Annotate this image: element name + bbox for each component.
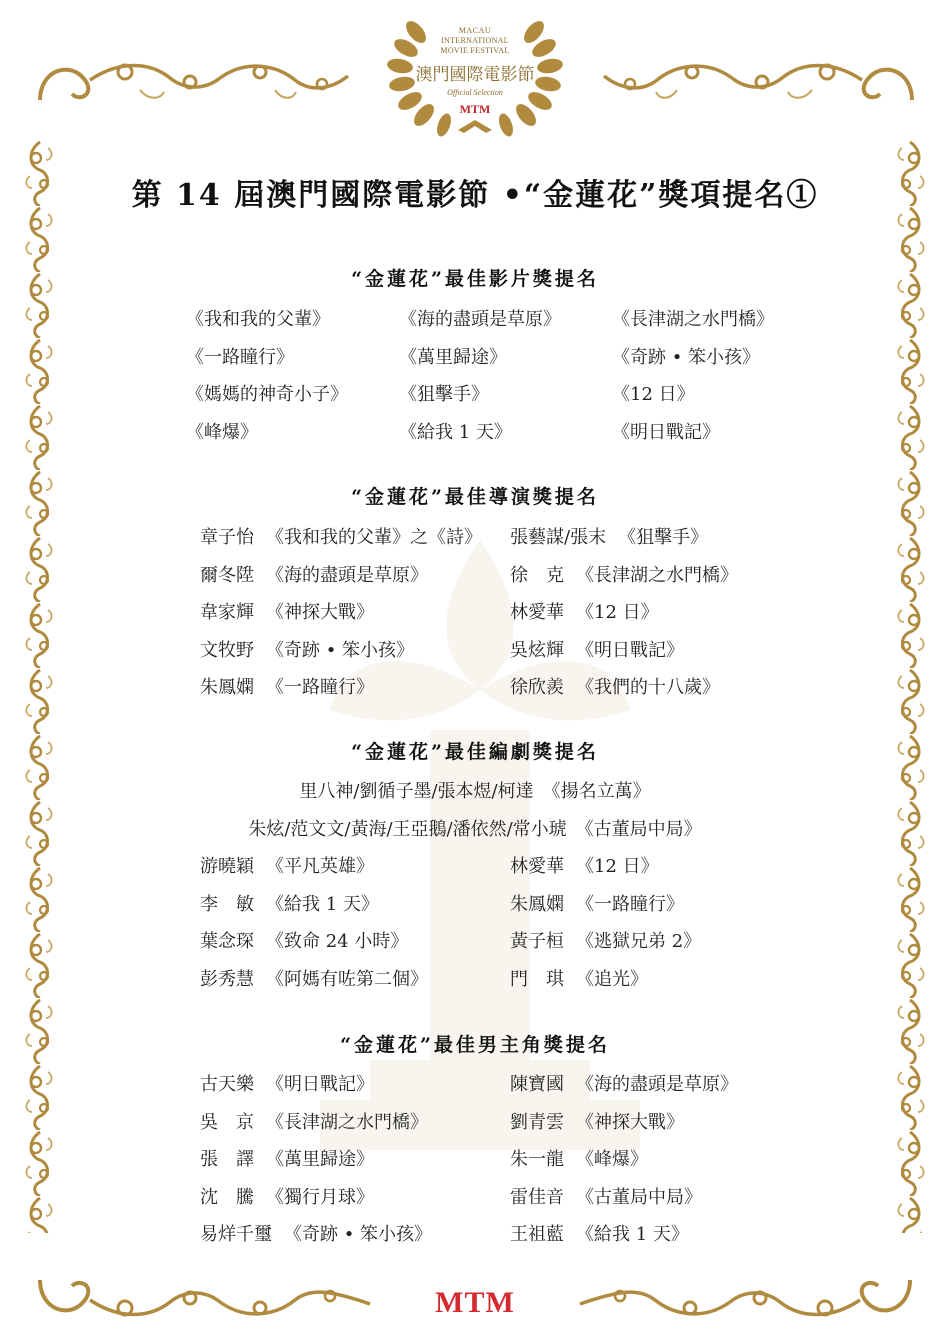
best-actor-heading: “金蓮花”最佳男主角獎提名 bbox=[340, 1034, 610, 1056]
best-actor-nominees bbox=[200, 1071, 760, 1259]
top-left-flourish bbox=[30, 50, 360, 110]
best-director-nominees bbox=[200, 524, 760, 712]
nominee-name: 劉青雲 bbox=[510, 1111, 564, 1133]
film-nominee: 《12 日》 bbox=[612, 384, 695, 405]
right-scroll-pattern bbox=[892, 140, 928, 1233]
actor-nominee bbox=[510, 1221, 760, 1259]
right-ornament-border bbox=[892, 140, 928, 1233]
director-nominee bbox=[200, 637, 510, 675]
film-nominee: 《給我 1 天》 bbox=[399, 421, 512, 443]
screenplay-nominee bbox=[200, 966, 510, 1004]
film-nominee: 《我和我的父輩》 bbox=[186, 309, 330, 330]
nominee-name: 爾冬陞 bbox=[200, 564, 254, 586]
nominee-work: 《奇跡 • 笨小孩》 bbox=[284, 1224, 433, 1245]
nominee-work: 《明日戰記》 bbox=[576, 639, 684, 661]
nominee-work: 《平凡英雄》 bbox=[266, 856, 374, 877]
best-film-heading: “金蓮花”最佳影片獎提名 bbox=[351, 268, 599, 290]
film-nominee: 《峰爆》 bbox=[186, 421, 258, 443]
film-nominee: 《媽媽的神奇小子》 bbox=[186, 384, 348, 405]
screenplay-nominee bbox=[510, 966, 760, 1004]
badge-line-international: INTERNATIONAL bbox=[441, 36, 509, 45]
nominee-name: 陳寶國 bbox=[510, 1074, 564, 1095]
director-nominee bbox=[510, 637, 760, 675]
badge-line-movie-festival: MOVIE FESTIVAL bbox=[440, 46, 510, 55]
nominee-name: 章子怡 bbox=[200, 527, 254, 548]
best-director-heading: “金蓮花”最佳導演獎提名 bbox=[351, 486, 599, 508]
nominee-work: 《神探大戰》 bbox=[576, 1111, 684, 1133]
nominee-name: 林愛華 bbox=[510, 856, 564, 877]
nominee-name: 游曉穎 bbox=[200, 856, 254, 877]
left-scroll-pattern bbox=[22, 140, 58, 1233]
mtm-footer-logo: MTM bbox=[435, 1286, 515, 1319]
screenplay-nominee bbox=[200, 891, 510, 929]
nominee-work: 《致命 24 小時》 bbox=[266, 931, 409, 952]
nominee-work: 《長津湖之水門橋》 bbox=[576, 564, 738, 586]
actor-nominee bbox=[200, 1109, 510, 1147]
actor-nominee bbox=[200, 1071, 510, 1109]
badge-line-chinese-name: 澳門國際電影節 bbox=[415, 65, 535, 84]
nominee-name: 葉念琛 bbox=[200, 931, 254, 952]
nominee-name: 朱鳳嫻 bbox=[200, 677, 254, 698]
screenplay-nominee bbox=[200, 853, 510, 891]
film-nominee: 《萬里歸途》 bbox=[399, 346, 507, 368]
screenplay-nominee-line: 里八神/劉循子墨/張本煜/柯達 《揚名立萬》 bbox=[299, 781, 651, 802]
nominee-name: 易烊千璽 bbox=[200, 1224, 272, 1245]
nominee-work: 《古董局中局》 bbox=[576, 1186, 702, 1208]
film-nominee: 《海的盡頭是草原》 bbox=[399, 309, 561, 330]
best-screenplay-nominees bbox=[200, 853, 760, 1003]
nominee-name: 張 譯 bbox=[200, 1149, 254, 1170]
nominee-work: 《神探大戰》 bbox=[266, 602, 374, 623]
nominee-work: 《給我 1 天》 bbox=[266, 893, 379, 915]
nominee-name: 沈 騰 bbox=[200, 1186, 254, 1208]
left-ornament-border bbox=[22, 140, 58, 1233]
actor-nominee bbox=[200, 1184, 510, 1222]
nominee-work: 《海的盡頭是草原》 bbox=[266, 564, 428, 586]
nominee-name: 李 敏 bbox=[200, 893, 254, 915]
festival-official-selection-badge bbox=[372, 8, 578, 138]
nominee-work: 《一路瞳行》 bbox=[266, 677, 374, 698]
nominee-work: 《追光》 bbox=[576, 968, 648, 990]
screenplay-nominee bbox=[510, 928, 760, 966]
nominee-work: 《海的盡頭是草原》 bbox=[576, 1074, 738, 1095]
director-nominee bbox=[200, 562, 510, 600]
badge-line-macau: MACAU bbox=[458, 26, 492, 35]
nominee-name: 朱一龍 bbox=[510, 1149, 564, 1170]
nominee-work: 《12 日》 bbox=[576, 856, 659, 877]
director-nominee bbox=[510, 562, 760, 600]
actor-nominee bbox=[510, 1071, 760, 1109]
nominee-name: 張藝謀/張末 bbox=[510, 527, 607, 548]
nominee-work: 《我和我的父輩》之《詩》 bbox=[266, 527, 482, 548]
nominee-name: 王祖藍 bbox=[510, 1224, 564, 1245]
director-nominee bbox=[200, 599, 510, 637]
nominee-work: 《明日戰記》 bbox=[266, 1074, 374, 1095]
nominee-name: 黃子桓 bbox=[510, 931, 564, 952]
nominee-work: 《一路瞳行》 bbox=[576, 893, 684, 915]
screenplay-nominee bbox=[200, 928, 510, 966]
film-nominee: 《狙擊手》 bbox=[399, 384, 489, 405]
nominee-name: 徐欣羨 bbox=[510, 677, 564, 698]
director-nominee bbox=[510, 524, 760, 562]
nominee-work: 《逃獄兄弟 2》 bbox=[576, 931, 702, 952]
actor-nominee bbox=[510, 1109, 760, 1147]
nominee-name: 雷佳音 bbox=[510, 1186, 564, 1208]
film-nominee: 《一路瞳行》 bbox=[186, 346, 294, 368]
film-nominee: 《奇跡 • 笨小孩》 bbox=[612, 346, 761, 368]
nominee-name: 吳 京 bbox=[200, 1111, 254, 1133]
nominee-work: 《阿媽有咗第二個》 bbox=[266, 968, 428, 990]
director-nominee bbox=[200, 524, 510, 562]
nominee-work: 《給我 1 天》 bbox=[576, 1224, 689, 1245]
director-nominee bbox=[200, 674, 510, 712]
film-nominee: 《長津湖之水門橋》 bbox=[612, 309, 774, 330]
director-nominee bbox=[510, 599, 760, 637]
actor-nominee bbox=[200, 1221, 510, 1259]
nominee-work: 《12 日》 bbox=[576, 602, 659, 623]
nominee-work: 《峰爆》 bbox=[576, 1149, 648, 1170]
nominee-work: 《獨行月球》 bbox=[266, 1186, 374, 1208]
nominee-name: 文牧野 bbox=[200, 639, 254, 661]
badge-line-mtm: MTM bbox=[459, 102, 491, 116]
top-right-flourish bbox=[592, 50, 922, 110]
screenplay-nominee bbox=[510, 853, 760, 891]
badge-line-official-selection: Official Selection bbox=[447, 88, 503, 97]
nominee-name: 吳炫輝 bbox=[510, 639, 564, 661]
actor-nominee bbox=[510, 1184, 760, 1222]
nominee-work: 《奇跡 • 笨小孩》 bbox=[266, 639, 415, 661]
actor-nominee bbox=[200, 1146, 510, 1184]
screenplay-nominee bbox=[510, 891, 760, 929]
nominee-name: 韋家輝 bbox=[200, 602, 254, 623]
nominee-name: 林愛華 bbox=[510, 602, 564, 623]
nominee-name: 朱鳳嫻 bbox=[510, 893, 564, 915]
nominee-name: 徐 克 bbox=[510, 564, 564, 586]
page-title: 第 14 屆澳門國際電影節 •“金蓮花”獎項提名① bbox=[131, 178, 819, 213]
nominee-work: 《萬里歸途》 bbox=[266, 1149, 374, 1170]
nominee-name: 門 琪 bbox=[510, 968, 564, 990]
best-screenplay-heading: “金蓮花”最佳編劇獎提名 bbox=[351, 741, 599, 763]
nominee-work: 《我們的十八歲》 bbox=[576, 677, 720, 698]
director-nominee bbox=[510, 674, 760, 712]
screenplay-nominee-line: 朱炫/范文文/黃海/王亞鵝/潘依然/常小琥 《古董局中局》 bbox=[248, 819, 702, 840]
actor-nominee bbox=[510, 1146, 760, 1184]
best-film-nominees bbox=[186, 306, 806, 456]
nominee-work: 《長津湖之水門橋》 bbox=[266, 1111, 428, 1133]
nominee-name: 彭秀慧 bbox=[200, 968, 254, 990]
nominee-work: 《狙擊手》 bbox=[618, 527, 709, 548]
nominee-name: 古天樂 bbox=[200, 1074, 254, 1095]
film-nominee: 《明日戰記》 bbox=[612, 421, 720, 443]
